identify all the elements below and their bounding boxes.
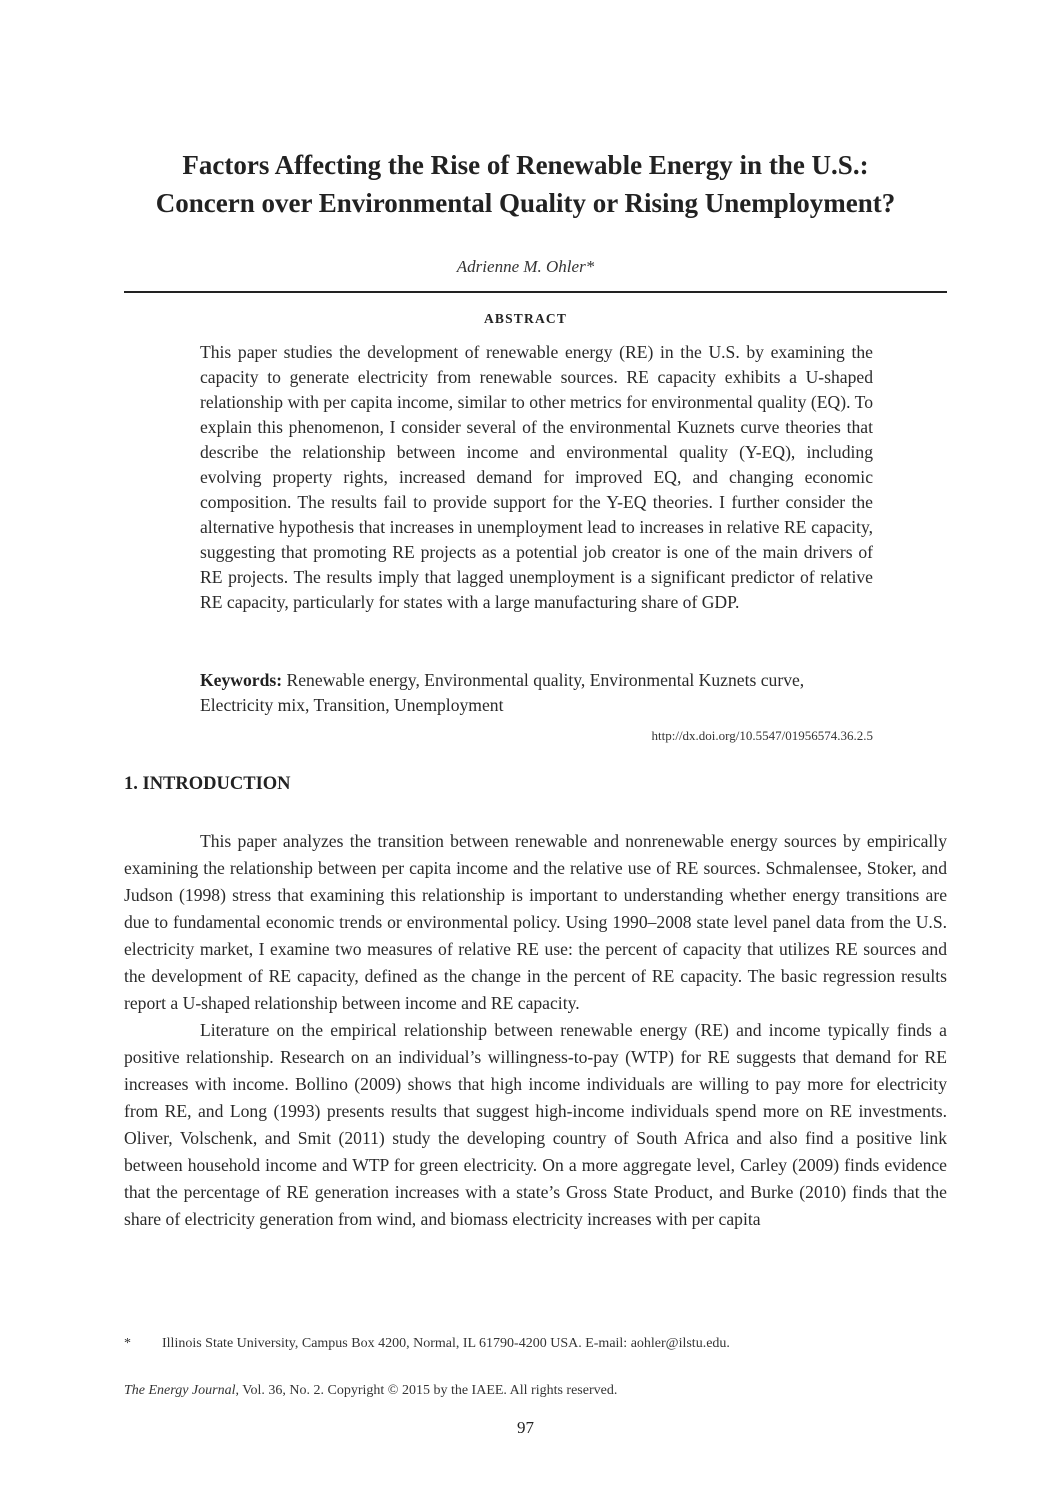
abstract-text: This paper studies the development of renewable energy (RE) in the U.S. by examining the capacity to generate electricity from renewable sources. RE capacity exhibits a U-shaped relationship with per capita income, similar to other metrics for environmental quality (EQ). To explain this phenomenon, I consider several of the environmental Kuznets curve theories that describe the relationship between income and environmental quality (Y-EQ), including evolving property rights, increased demand for improved EQ, and changing economic composition. The results fail to provide support for the Y-EQ theories. I further consider the alternative hypothesis that increases in unemployment lead to increases in relative RE capacity, suggesting that promoting RE projects as a potential job creator is one of the main drivers of RE projects. The results imply that lagged unemployment is a significant predictor of relative RE capacity, particularly for states with a large manufacturing share of GDP.: [200, 342, 873, 612]
author-name: Adrienne M. Ohler*: [456, 257, 595, 276]
abstract-body: [200, 340, 873, 615]
author-footnote: [124, 1336, 947, 1352]
title-line-2: Concern over Environmental Quality or Rising Unemployment?: [155, 188, 896, 218]
page-number: 97: [517, 1418, 534, 1437]
keywords-text: Renewable energy, Environmental quality, Environmental Kuznets curve, Electricity mix, Transition, Unemployment: [200, 670, 805, 715]
title-line-1: Factors Affecting the Rise of Renewable Energy in the U.S.:: [182, 150, 869, 180]
journal-details: , Vol. 36, No. 2. Copyright © 2015 by the IAEE. All rights reserved.: [235, 1383, 618, 1398]
abstract-heading: ABSTRACT: [483, 311, 568, 326]
keywords-label: Keywords:: [200, 670, 283, 690]
body-paragraph-1: This paper analyzes the transition between renewable and nonrenewable energy sources by empirically examining the relationship between per capita income and the relative use of RE sources. Schmalensee, Stoker, and Judson (1998) stress that examining this relationship is important to understanding whether energy transitions are due to fundamental economic trends or environmental policy. Using 1990–2008 state level panel data from the U.S. electricity market, I examine two measures of relative RE use: the percent of capacity that utilizes RE sources and the development of RE capacity, defined as the change in the percent of RE capacity. The basic regression results report a U-shaped relationship between income and RE capacity.: [124, 831, 947, 1013]
paper-title: [0, 146, 1051, 222]
keywords: [200, 668, 873, 718]
footnote-text: Illinois State University, Campus Box 4200, Normal, IL 61790-4200 USA. E-mail: aohler@ilstu.edu.: [162, 1336, 730, 1351]
section-heading-introduction: 1. INTRODUCTION: [124, 774, 291, 794]
doi-link[interactable]: http://dx.doi.org/10.5547/01956574.36.2.5: [651, 728, 873, 743]
journal-name: The Energy Journal: [124, 1383, 236, 1398]
footnote-mark: *: [124, 1336, 131, 1351]
body-paragraph-2: Literature on the empirical relationship between renewable energy (RE) and income typically finds a positive relationship. Research on an individual’s willingness-to-pay (WTP) for RE suggests that demand for RE increases with income. Bollino (2009) shows that high income individuals are willing to pay more for electricity from RE, and Long (1993) presents results that suggest high-income individuals spend more on RE investments. Oliver, Volschenk, and Smit (2011) study the developing country of South Africa and also find a positive link between household income and WTP for green electricity. On a more aggregate level, Carley (2009) finds evidence that the percentage of RE generation increases with a state’s Gross State Product, and Burke (2010) finds that the share of electricity generation from wind, and biomass electricity increases with per capita: [124, 1020, 947, 1229]
introduction-body: [124, 828, 947, 1233]
journal-citation: [124, 1383, 947, 1399]
header-divider: [124, 291, 947, 293]
